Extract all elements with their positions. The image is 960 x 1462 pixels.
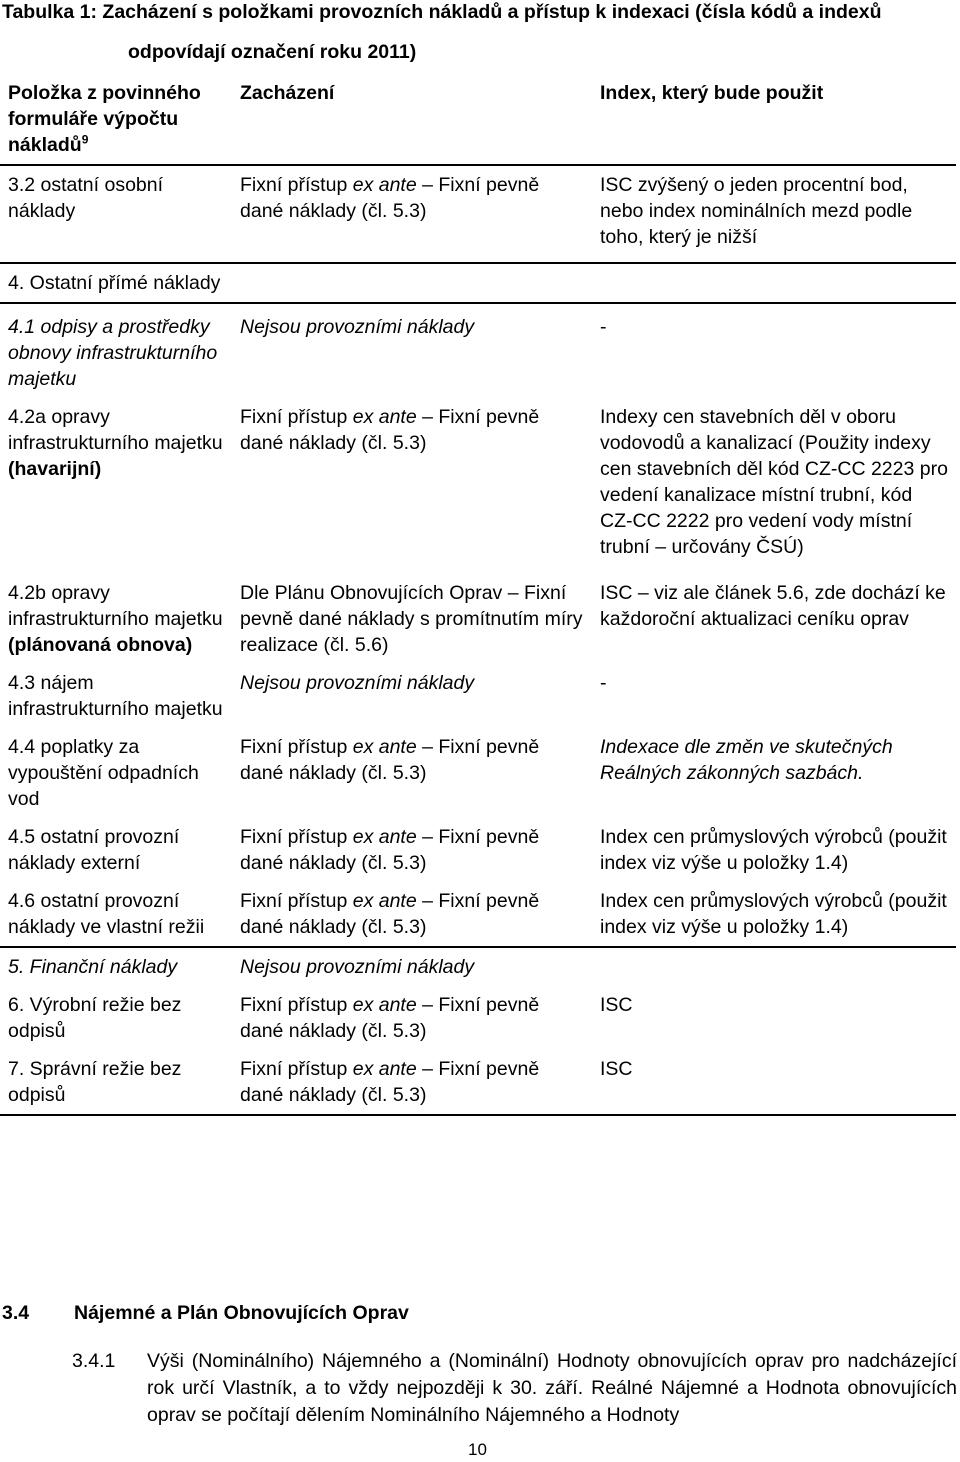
table-row <box>0 1050 956 1115</box>
section-title: Nájemné a Plán Obnovujících Oprav <box>74 1302 409 1324</box>
row-index: Indexy cen stavebních děl v oboru vodovodů a kanalizací (Použity indexy cen stavebních děl kód CZ-CC 2223 pro vedení kanalizace místní trubní, kód CZ-CC 2222 pro vedení vody místní trubní – určovány ČSÚ) <box>600 406 948 558</box>
header-item: Položka z povinného formuláře výpočtu nákladů$^9$ <box>0 70 232 165</box>
row-item: 4.3 nájem infrastrukturního majetku <box>8 672 223 720</box>
row-index: ISC <box>600 994 633 1016</box>
row-index: Indexace dle změn ve skutečných Reálných zákonných sazbách. <box>600 736 893 784</box>
row-treatment: Fixní přístup ex ante – Fixní pevně dané náklady (čl. 5.3) <box>240 826 540 874</box>
footnote-ref: 9 <box>81 132 89 147</box>
row-item: 4.2b opravy infrastrukturního majetku (plánovaná obnova) <box>8 582 223 656</box>
table-row <box>0 986 956 1050</box>
table-row <box>0 398 956 566</box>
section-number: 3.4 <box>2 1302 30 1324</box>
row-treatment: Fixní přístup ex ante – Fixní pevně dané náklady (čl. 5.3) <box>232 1050 592 1115</box>
table-row <box>0 947 956 986</box>
row-treatment: Dle Plánu Obnovujících Oprav – Fixní pevně dané náklady s promítnutím míry realizace (čl. 5.6) <box>240 582 583 656</box>
row-treatment: Nejsou provozními náklady <box>240 672 475 694</box>
table-header-row <box>0 70 956 165</box>
row-item: 4.1 odpisy a prostředky obnovy infrastrukturního majetku <box>8 316 218 390</box>
table-row <box>0 882 956 947</box>
row-treatment: Fixní přístup ex ante – Fixní pevně dané náklady (čl. 5.3) <box>240 406 540 454</box>
row-index: Index cen průmyslových výrobců (použit index viz výše u položky 1.4) <box>592 882 956 947</box>
row-treatment: Fixní přístup ex ante – Fixní pevně dané náklady (čl. 5.3) <box>232 165 592 263</box>
row-treatment: Fixní přístup ex ante – Fixní pevně dané náklady (čl. 5.3) <box>240 736 540 784</box>
row-item: 4. Ostatní přímé náklady <box>0 263 232 303</box>
row-treatment: Nejsou provozními náklady <box>240 316 475 338</box>
row-item: 6. Výrobní režie bez odpisů <box>8 994 182 1042</box>
row-treatment: Nejsou provozními náklady <box>240 956 475 978</box>
row-index: - <box>600 316 607 338</box>
row-index: ISC <box>592 1050 956 1115</box>
row-item: 3.2 ostatní osobní náklady <box>0 165 232 263</box>
header-index: Index, který bude použit <box>592 70 956 165</box>
table-row <box>0 664 956 728</box>
row-item: 4.2a opravy infrastrukturního majetku (havarijní) <box>8 406 223 480</box>
row-index: ISC zvýšený o jeden procentní bod, nebo index nominálních mezd podle toho, který je nižší <box>592 165 956 263</box>
header-treatment: Zacházení <box>232 70 592 165</box>
row-item: 4.4 poplatky za vypouštění odpadních vod <box>8 736 199 810</box>
table-row <box>0 165 956 263</box>
table-row <box>0 303 956 398</box>
row-item: 7. Správní režie bez odpisů <box>0 1050 232 1115</box>
row-item: 4.6 ostatní provozní náklady ve vlastní režii <box>0 882 232 947</box>
row-index: Index cen průmyslových výrobců (použit index viz výše u položky 1.4) <box>600 826 947 874</box>
row-item: 5. Finanční náklady <box>8 956 178 978</box>
row-item: 4.5 ostatní provozní náklady externí <box>8 826 180 874</box>
table-row <box>0 566 956 664</box>
row-index: - <box>600 672 607 694</box>
table-row <box>0 818 956 882</box>
table-row <box>0 263 956 303</box>
row-treatment: Fixní přístup ex ante – Fixní pevně dané náklady (čl. 5.3) <box>240 994 540 1042</box>
row-treatment: Fixní přístup ex ante – Fixní pevně dané náklady (čl. 5.3) <box>232 882 592 947</box>
caption-line-2: odpovídají označení roku 2011) <box>128 41 417 63</box>
row-index: ISC – viz ale článek 5.6, zde dochází ke každoroční aktualizaci ceníku oprav <box>600 582 946 630</box>
table-row <box>0 728 956 818</box>
page-number: 10 <box>468 1440 487 1459</box>
caption-line-1: Tabulka 1: Zacházení s položkami provozních nákladů a přístup k indexaci (čísla kódů a indexů <box>2 1 882 23</box>
paragraph-number: 3.4.1 <box>72 1350 116 1372</box>
paragraph-text: Výši (Nominálního) Nájemného a (Nominální) Hodnoty obnovujících oprav pro nadcházející rok určí Vlastník, a to vždy nejpozději k 30. září. Reálné Nájemné a Hodnota obnovujících oprav se počítají dělením Nominálního Nájemného a Hodnoty <box>147 1350 957 1426</box>
cost-items-table <box>0 70 956 1116</box>
